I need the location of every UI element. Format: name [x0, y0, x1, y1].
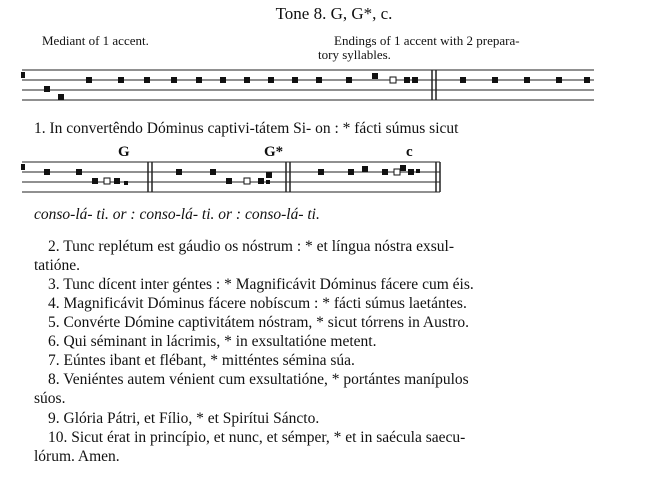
verse-4: 4. Magnificávit Dóminus fácere nobíscum : * fácti súmus laetántes. [48, 295, 467, 312]
endings-label-line2: tory syllables. [318, 47, 391, 62]
verse-7: 7. Eúntes ibant et flébant, * mitténtes sémina súa. [48, 352, 355, 369]
ending-label-c: c [406, 144, 413, 160]
staff-1 [0, 60, 668, 120]
page-title: Tone 8. G, G*, c. [275, 4, 393, 23]
verse-2: 2. Tunc replétum est gáudio os nóstrum : * et língua nóstra exsul- [48, 238, 454, 255]
verse-3: 3. Tunc dícent inter géntes : * Magnificávit Dóminus fácere cum éis. [48, 276, 474, 293]
mediant-label: Mediant of 1 accent. [42, 33, 149, 48]
endings-label-line1: Endings of 1 accent with 2 prepara- [334, 33, 520, 48]
verse-6: 6. Qui séminant in lácrimis, * in exsultatióne metent. [48, 333, 377, 350]
verse-9: 9. Glória Pátri, et Fílio, * et Spirítui Sáncto. [48, 410, 320, 427]
verse-5: 5. Convérte Dómine captivitátem nóstram, * sicut tórrens in Austro. [48, 314, 470, 331]
verse-1: 1. In convertêndo Dóminus captivi-tátem Si- on : * fácti súmus sicut [34, 120, 459, 137]
ending-syllables: conso-lá- ti. or : conso-lá- ti. or : conso-lá- ti. [34, 206, 320, 223]
verse-2-cont: tatióne. [34, 257, 81, 274]
verse-10-cont: lórum. Amen. [34, 448, 120, 465]
verse-10: 10. Sicut érat in princípio, et nunc, et sémper, * et in saécula saecu- [48, 429, 466, 446]
verse-8-cont: súos. [34, 390, 66, 407]
staff-2 [0, 156, 668, 206]
ending-label-g-star: G* [264, 144, 284, 160]
ending-label-g: G [118, 144, 130, 160]
verse-8: 8. Veniéntes autem vénient cum exsultatióne, * portántes manípulos [48, 371, 469, 388]
